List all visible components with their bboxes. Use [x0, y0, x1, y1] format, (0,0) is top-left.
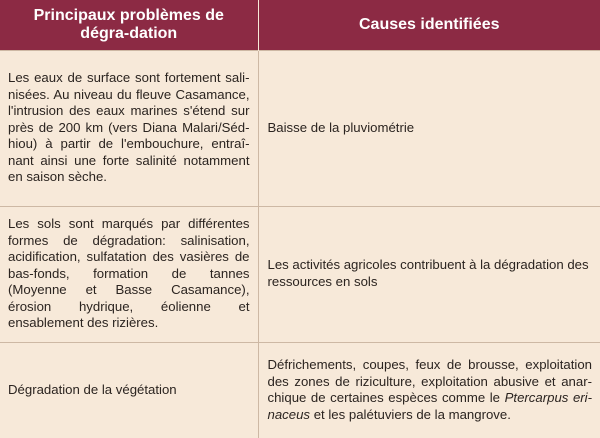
cause-text-before: Défrichements, coupes, feux de brousse, exploitation des zones de riziculture, exploitation abusive et anar-chique de certaines espèces comme le: [267, 357, 592, 406]
table-row: [0, 342, 600, 438]
problem-cell: Les eaux de surface sont fortement sali-nisées. Au niveau du fleuve Casamance, l'intrusion des eaux marines s'étend sur près de 200 km (vers Diana Malari/Séd-hiou) à partir de l'embouchure, entraî-nant ainsi une forte salinité notamment en saison sèche.: [0, 50, 258, 206]
cause-cell: Les activités agricoles contribuent à la dégradation des ressources en sols: [258, 206, 600, 342]
header-problems: Principaux problèmes de dégra-dation: [0, 0, 258, 50]
table-row: [0, 206, 600, 342]
cause-cell: Baisse de la pluviométrie: [258, 50, 600, 206]
cause-cell: [258, 342, 600, 438]
cause-text-after: et les palétuviers de la mangrove.: [313, 406, 511, 422]
problem-cell: Les sols sont marqués par différentes formes de dégradation: salinisation, acidification, sulfatation des vasières de bas-fonds, formation de tannes (Moyenne et Basse Casamance), érosion hydrique, éolienne et ensablement des rizières.: [0, 206, 258, 342]
species-name: Ptercarpus eri-naceus: [267, 390, 592, 422]
problem-cell: Dégradation de la végétation: [0, 342, 258, 438]
table-header-row: [0, 0, 600, 50]
table-row: [0, 50, 600, 206]
header-causes: Causes identifiées: [258, 0, 600, 50]
